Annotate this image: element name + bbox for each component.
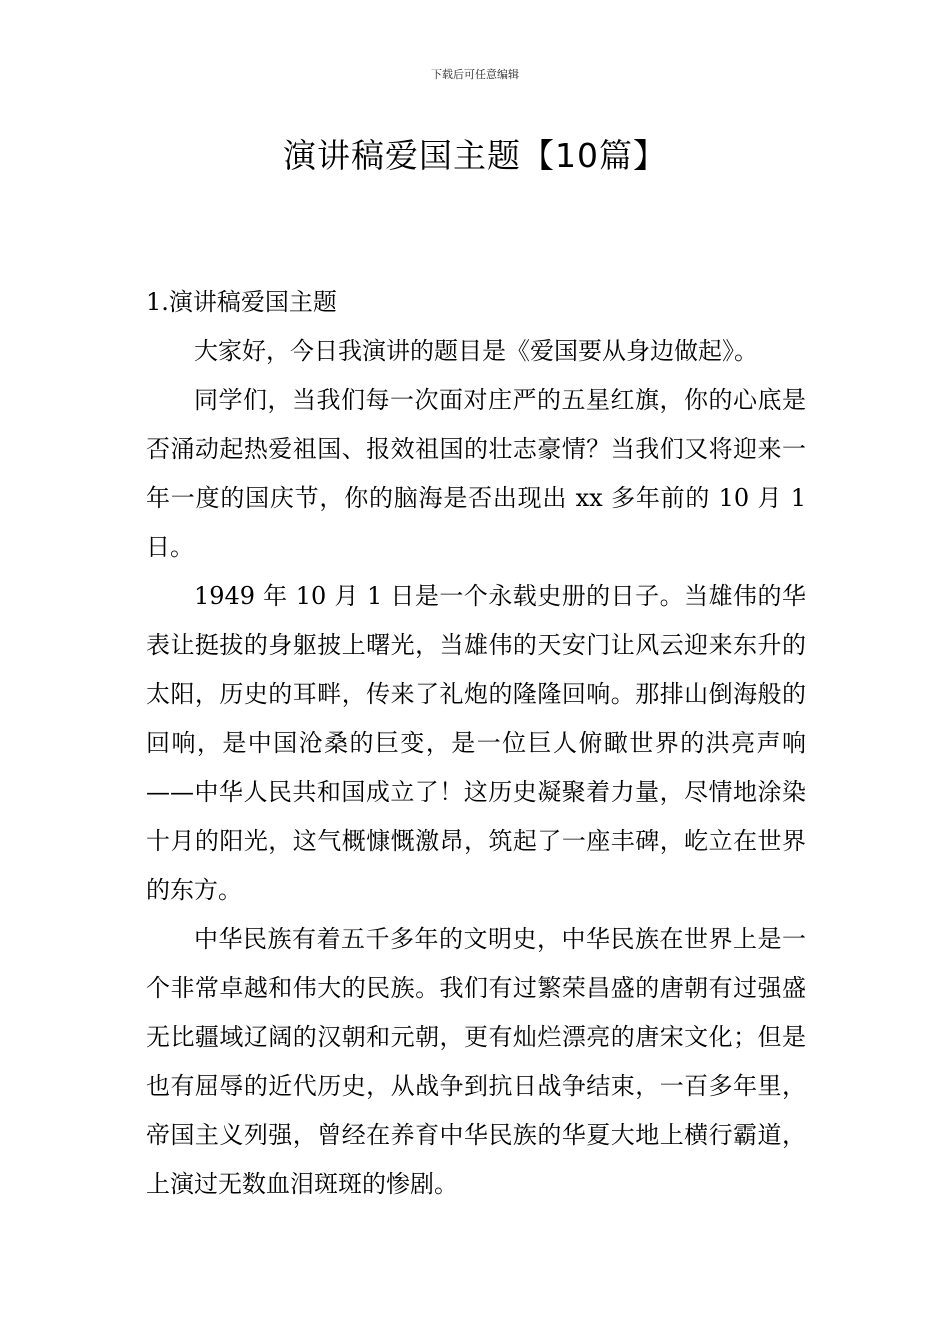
header-note: 下载后可任意编辑	[431, 68, 519, 81]
paragraph-history: 中华民族有着五千多年的文明史，中华民族在世界上是一个非常卓越和伟大的民族。我们有过繁荣昌盛的唐朝有过强盛无比疆域辽阔的汉朝和元朝，更有灿烂漂亮的唐宋文化；但是也有屈辱的近代历史，从战争到抗日战争结束，一百多年里，帝国主义列强，曾经在养育中华民族的华夏大地上横行霸道，上演过无数血泪斑斑的惨剧。	[146, 925, 806, 1198]
paragraph-flag: 同学们，当我们每一次面对庄严的五星红旗，你的心底是否涌动起热爱祖国、报效祖国的壮志豪情？当我们又将迎来一年一度的国庆节，你的脑海是否出现出 xx 多年前的 10 月 1 日。	[146, 386, 806, 561]
document-body	[146, 278, 806, 1209]
paragraph-greeting: 大家好，今日我演讲的题目是《爱国要从身边做起》。	[194, 337, 758, 365]
paragraph-founding: 1949 年 10 月 1 日是一个永载史册的日子。当雄伟的华表让挺拔的身躯披上曙光，当雄伟的天安门让风云迎来东升的太阳，历史的耳畔，传来了礼炮的隆隆回响。那排山倒海般的回响，是中国沧桑的巨变，是一位巨人俯瞰世界的洪亮声响——中华人民共和国成立了！这历史凝聚着力量，尽情地涂染十月的阳光，这气概慷慨激昂，筑起了一座丰碑，屹立在世界的东方。	[146, 582, 806, 904]
document-title: 演讲稿爱国主题【10篇】	[283, 136, 667, 175]
section-heading: 1.演讲稿爱国主题	[146, 288, 337, 316]
